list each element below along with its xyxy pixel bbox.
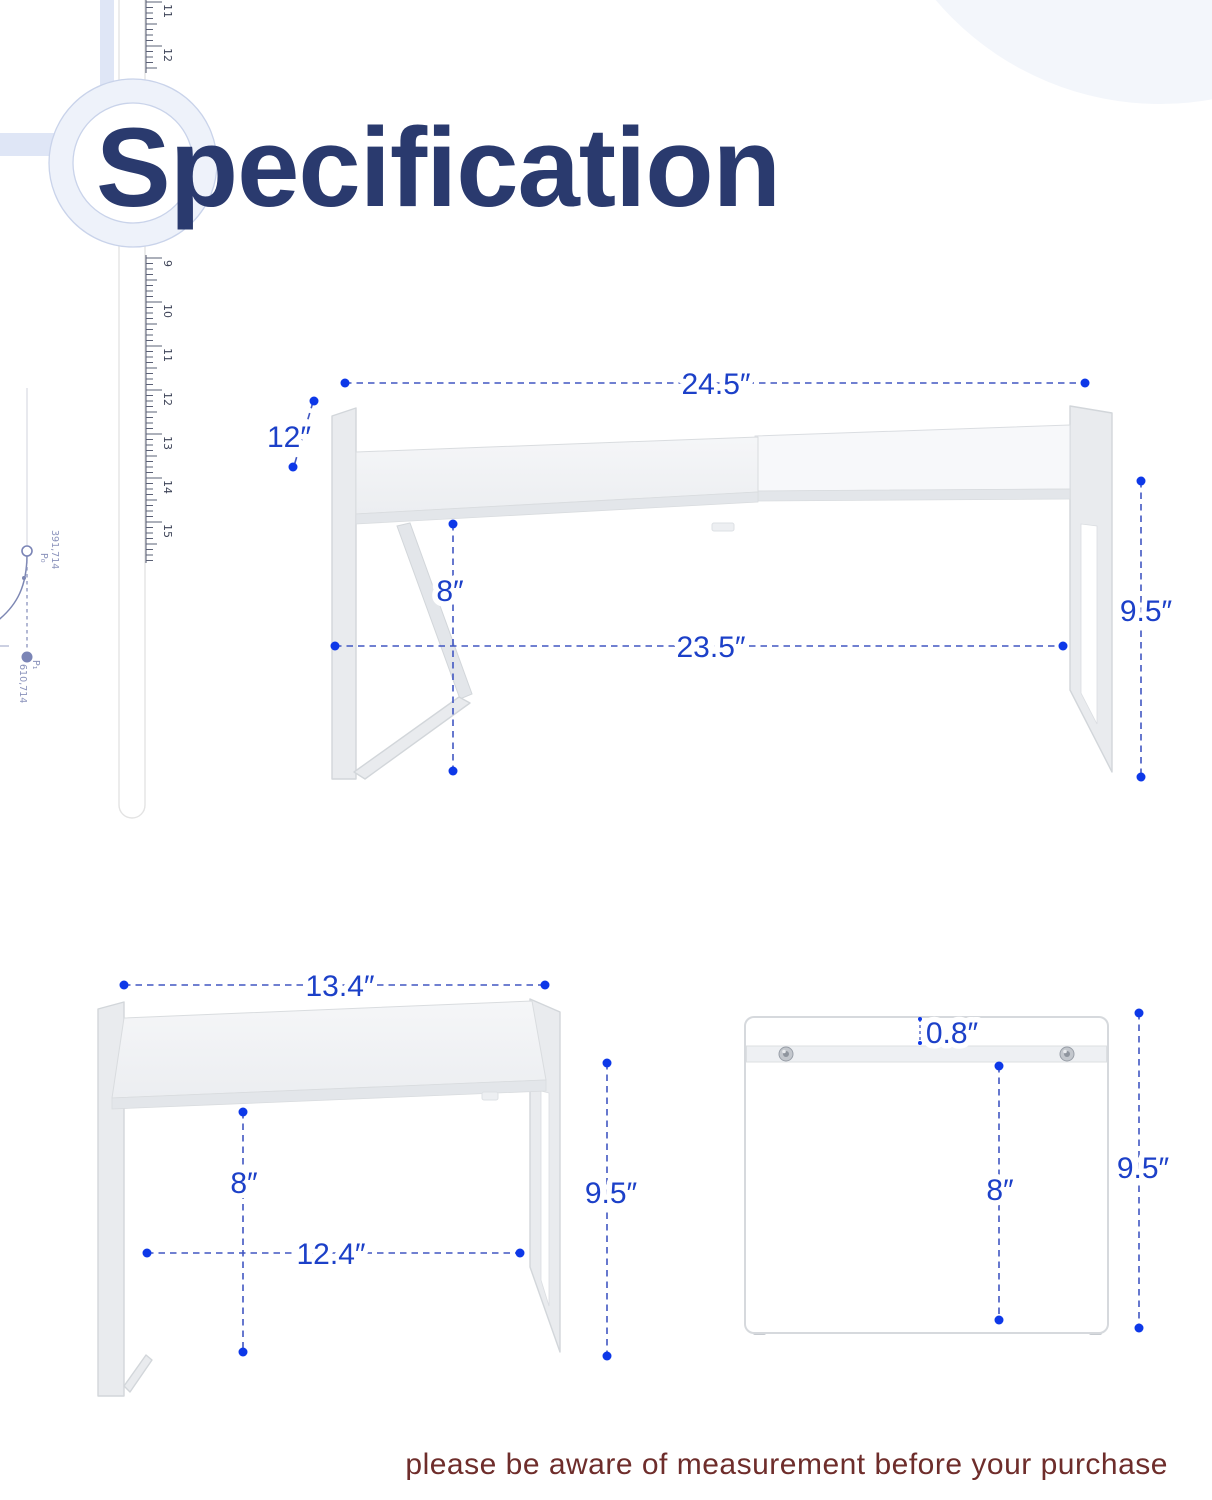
page-title: Specification <box>96 105 781 230</box>
dim-extended-depth <box>267 397 319 472</box>
corner-circle-decoration <box>866 0 1212 104</box>
side-panel <box>745 1017 1108 1333</box>
left-bottom-bar <box>124 1355 152 1392</box>
dim-label-compact-width: 13.4″ <box>305 970 375 1003</box>
side-view-diagram <box>745 1009 1170 1336</box>
ruler-number: 9 <box>161 260 174 267</box>
dim-side-rim <box>918 1017 979 1050</box>
shelf-front-edge-right <box>758 489 1070 501</box>
ruler-main-segment <box>146 255 174 563</box>
dim-compact-width <box>120 970 550 1003</box>
screw-right <box>1060 1047 1074 1061</box>
slide-lock-tab <box>712 523 734 531</box>
dim-label-side-rim: 0.8″ <box>925 1017 979 1050</box>
dim-label-compact-height: 9.5″ <box>584 1177 638 1210</box>
compact-shelf-diagram <box>98 970 638 1396</box>
screw-left <box>779 1047 793 1061</box>
curve-p0-label: P₀ <box>38 553 49 563</box>
curve-annotation-decoration <box>0 388 60 703</box>
ruler-number: 15 <box>161 524 174 538</box>
dim-label-extended-depth: 12″ <box>267 421 311 454</box>
ruler-number: 11 <box>161 348 174 362</box>
ruler-number: 13 <box>161 436 174 450</box>
footer-note: please be aware of measurement before your purchase <box>405 1448 1168 1481</box>
dim-label-extended-inner-height: 8″ <box>436 575 464 608</box>
dim-compact-inner-height <box>230 1108 258 1357</box>
ruler-number: 10 <box>161 304 174 318</box>
curve-p1-label: P₁ <box>30 660 41 670</box>
dim-label-side-height: 9.5″ <box>1116 1152 1170 1185</box>
left-back-leg <box>397 523 472 699</box>
right-leg-opening <box>541 1091 549 1306</box>
dim-side-height <box>1117 1009 1170 1333</box>
dim-label-extended-inner-width: 23.5″ <box>676 631 746 664</box>
dim-label-extended-width: 24.5″ <box>681 368 751 401</box>
dim-label-side-inner-height: 8″ <box>986 1174 1014 1207</box>
ruler-number: 14 <box>161 480 174 494</box>
curve-point-p0 <box>22 546 32 556</box>
dim-extended-width <box>341 368 1090 401</box>
curve-p0-coords: 391,714 <box>49 530 60 570</box>
ruler-number: 11 <box>161 4 174 18</box>
dim-extended-height <box>1120 477 1173 782</box>
ruler-number: 12 <box>161 48 174 62</box>
dim-compact-inner-width <box>143 1238 525 1271</box>
slide-lock-tab <box>482 1092 498 1100</box>
shelf-surface-right <box>755 425 1070 491</box>
ruler-number: 12 <box>161 392 174 406</box>
dim-label-compact-inner-width: 12.4″ <box>296 1238 366 1271</box>
curve-p1-coords: 610,714 <box>17 664 28 704</box>
left-end-panel <box>332 408 356 779</box>
right-leg-opening <box>1081 524 1097 724</box>
ruler-top-segment <box>146 0 174 73</box>
dim-compact-height <box>585 1059 638 1361</box>
dim-label-extended-height: 9.5″ <box>1119 595 1173 628</box>
dim-label-compact-inner-height: 8″ <box>230 1167 258 1200</box>
extended-shelf-diagram <box>267 368 1173 782</box>
